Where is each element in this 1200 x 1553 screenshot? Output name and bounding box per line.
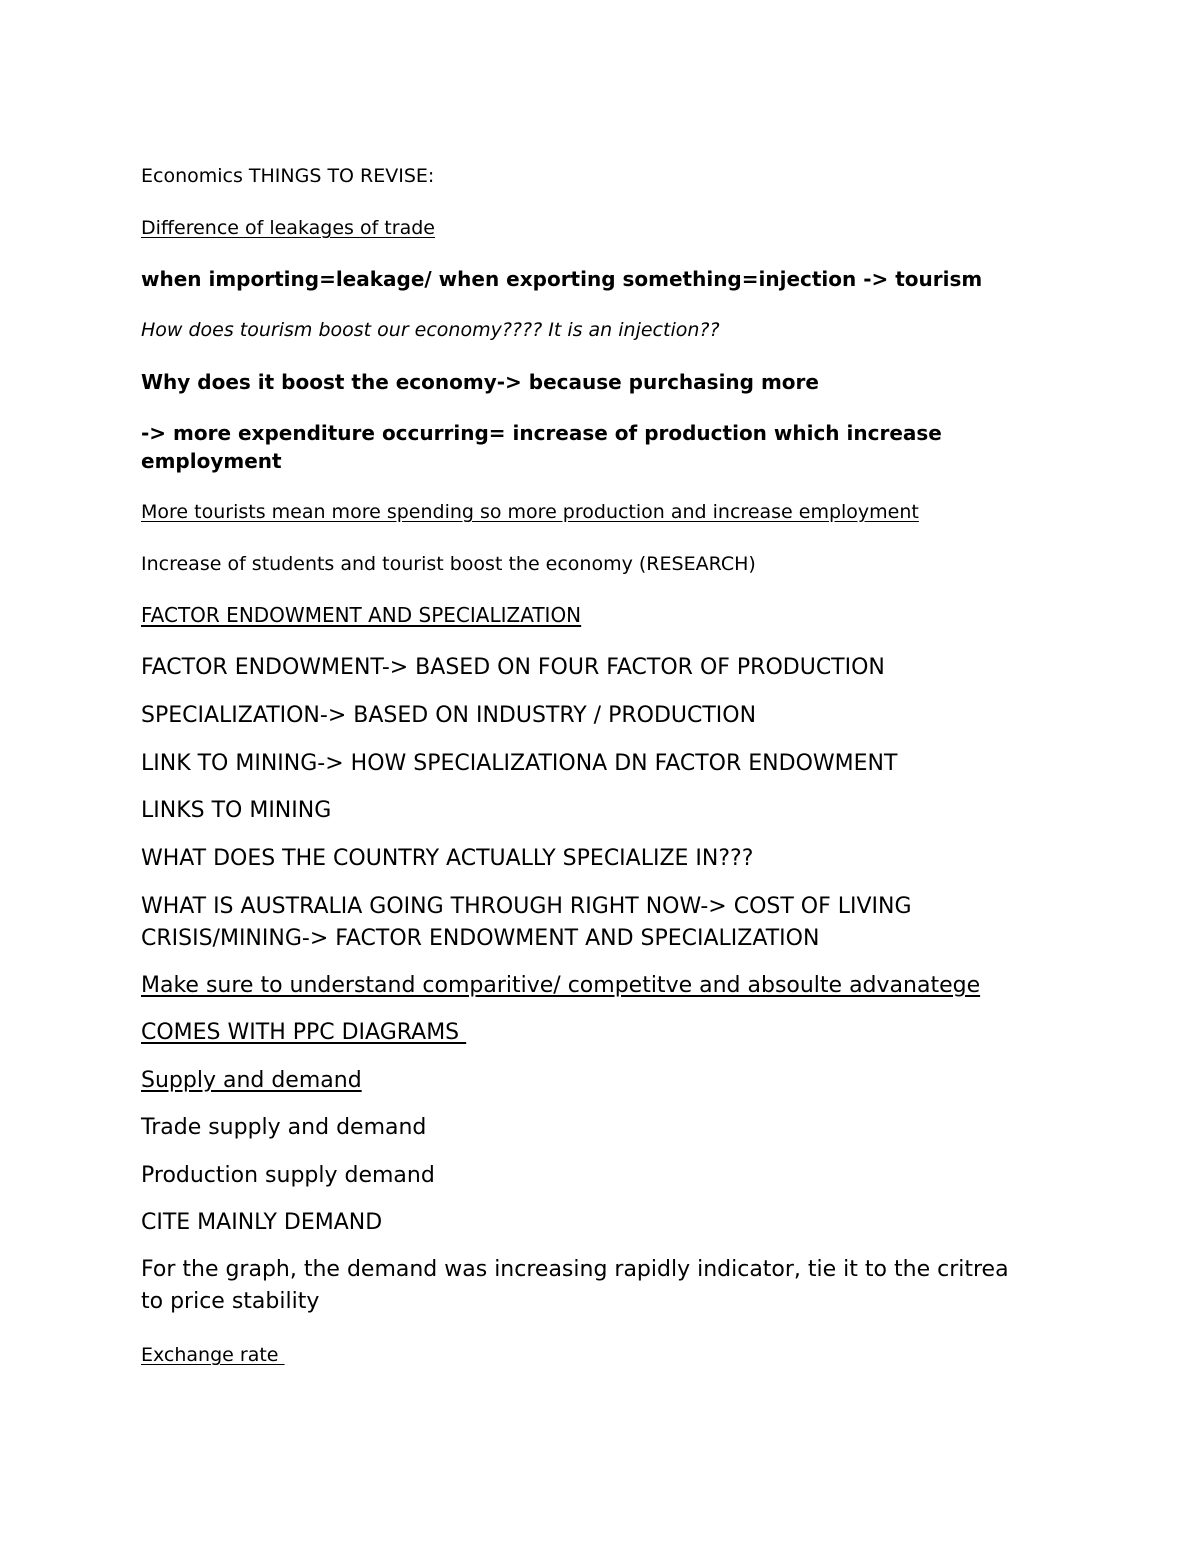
note-line: Increase of students and tourist boost the economy (RESEARCH) (141, 553, 756, 575)
note-line: Exchange rate (141, 1344, 285, 1366)
note-line: CITE MAINLY DEMAND (141, 1210, 383, 1235)
section-heading: FACTOR ENDOWMENT AND SPECIALIZATION (141, 603, 582, 627)
note-line: WHAT IS AUSTRALIA GOING THROUGH RIGHT NOW-> COST OF LIVING CRISIS/MINING-> FACTOR ENDOWMENT AND SPECIALIZATION (141, 894, 912, 951)
note-line: For the graph, the demand was increasing rapidly indicator, tie it to the critrea to price stability (141, 1257, 1009, 1314)
note-line: COMES WITH PPC DIAGRAMS (141, 1020, 467, 1045)
note-line: Why does it boost the economy-> because purchasing more (141, 370, 819, 394)
note-line: Production supply demand (141, 1163, 435, 1188)
note-line: LINK TO MINING-> HOW SPECIALIZATIONA DN FACTOR ENDOWMENT (141, 751, 898, 776)
note-line: SPECIALIZATION-> BASED ON INDUSTRY / PRODUCTION (141, 703, 757, 728)
note-line: WHAT DOES THE COUNTRY ACTUALLY SPECIALIZE IN??? (141, 846, 754, 871)
note-line: LINKS TO MINING (141, 798, 332, 823)
note-line: Make sure to understand comparitive/ competitve and absoulte advanatege (141, 973, 981, 998)
document-title: Economics THINGS TO REVISE: (141, 165, 435, 187)
note-line: Trade supply and demand (141, 1115, 427, 1140)
note-line: -> more expenditure occurring= increase of production which increase employment (141, 421, 942, 473)
note-line: when importing=leakage/ when exporting something=injection -> tourism (141, 267, 983, 291)
note-line: Supply and demand (141, 1068, 362, 1093)
note-line: FACTOR ENDOWMENT-> BASED ON FOUR FACTOR OF PRODUCTION (141, 655, 885, 680)
note-line: More tourists mean more spending so more production and increase employment (141, 501, 919, 523)
note-line: How does tourism boost our economy???? It is an injection?? (141, 319, 720, 341)
note-line: Difference of leakages of trade (141, 217, 435, 239)
